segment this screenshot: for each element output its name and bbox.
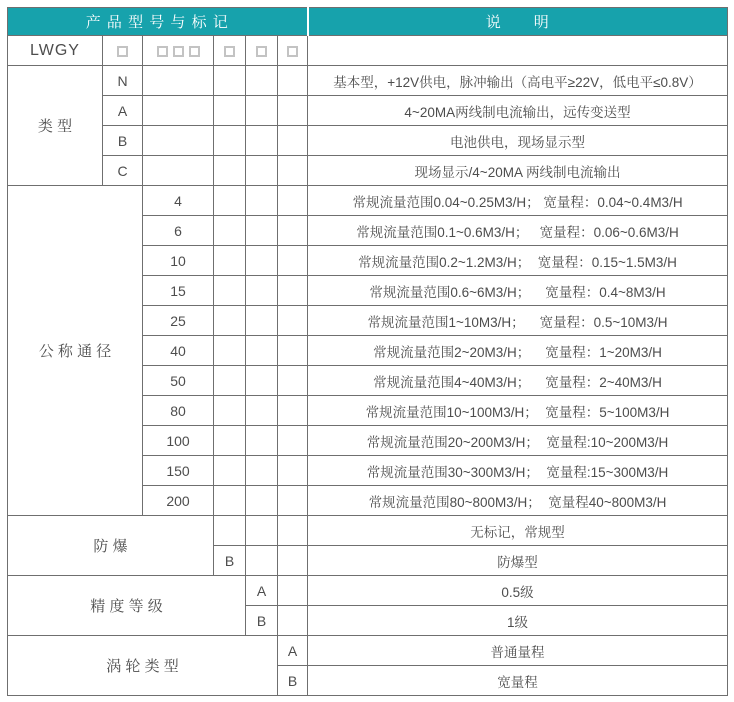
blank-box-icon: [256, 46, 267, 57]
accuracy-blank-cell: [246, 36, 278, 66]
table-row-type-c: [8, 156, 728, 186]
desc-cell: 常规流量范围80~800M3/H； 宽量程40~800M3/H: [308, 486, 728, 516]
empty-cell: [214, 306, 246, 336]
table-row-type-n: [8, 66, 728, 96]
table-row-turbine-a: [8, 636, 728, 666]
empty-cell: [278, 276, 308, 306]
empty-cell: [246, 186, 278, 216]
empty-cell: [214, 486, 246, 516]
section-label-diameter: 公 称 通 径: [8, 186, 143, 516]
desc-cell: 0.5级: [308, 576, 728, 606]
code-cell: 10: [143, 246, 214, 276]
empty-cell: [246, 306, 278, 336]
empty-cell: [246, 216, 278, 246]
empty-cell: [143, 156, 214, 186]
model-code-row: [8, 36, 728, 66]
table-row-type-a: [8, 96, 728, 126]
turbine-blank-cell: [278, 36, 308, 66]
empty-cell: [278, 96, 308, 126]
code-cell: N: [103, 66, 143, 96]
empty-cell: [278, 336, 308, 366]
empty-cell: [278, 366, 308, 396]
model-title-header: 产 品 型 号 与 标 记: [8, 8, 308, 36]
code-cell: B: [246, 606, 278, 636]
empty-cell: [278, 396, 308, 426]
empty-cell: [246, 366, 278, 396]
desc-cell: 常规流量范围0.2~1.2M3/H； 宽量程：0.15~1.5M3/H: [308, 246, 728, 276]
empty-cell: [143, 66, 214, 96]
empty-cell: [246, 126, 278, 156]
empty-cell: [278, 456, 308, 486]
empty-cell: [278, 156, 308, 186]
table-row-dn4: [8, 186, 728, 216]
empty-cell: [278, 516, 308, 546]
empty-cell: [278, 306, 308, 336]
empty-cell: [214, 156, 246, 186]
blank-box-icon: [224, 46, 235, 57]
code-cell: 80: [143, 396, 214, 426]
desc-cell: 基本型，+12V供电，脉冲输出（高电平≥22V，低电平≤0.8V）: [308, 66, 728, 96]
blank-box-icon: [287, 46, 298, 57]
table-row-type-b: [8, 126, 728, 156]
code-cell: 200: [143, 486, 214, 516]
empty-cell: [246, 516, 278, 546]
table-row-explosion-standard: [8, 516, 728, 546]
code-cell: B: [214, 546, 246, 576]
empty-cell: [214, 276, 246, 306]
empty-cell: [143, 126, 214, 156]
empty-cell: [214, 126, 246, 156]
empty-desc-cell: [308, 36, 728, 66]
desc-cell: 常规流量范围30~300M3/H； 宽量程:15~300M3/H: [308, 456, 728, 486]
code-cell: 6: [143, 216, 214, 246]
empty-cell: [278, 426, 308, 456]
section-label-type: 类 型: [8, 66, 103, 186]
code-cell: [214, 516, 246, 546]
section-label-accuracy: 精 度 等 级: [8, 576, 246, 636]
empty-cell: [278, 486, 308, 516]
code-cell: 25: [143, 306, 214, 336]
empty-cell: [246, 156, 278, 186]
code-cell: A: [103, 96, 143, 126]
empty-cell: [246, 96, 278, 126]
section-label-turbine: 涡 轮 类 型: [8, 636, 278, 696]
blank-box-icon: [117, 46, 128, 57]
empty-cell: [214, 366, 246, 396]
empty-cell: [214, 396, 246, 426]
empty-cell: [214, 246, 246, 276]
empty-cell: [214, 216, 246, 246]
code-cell: 100: [143, 426, 214, 456]
desc-cell: 常规流量范围10~100M3/H； 宽量程：5~100M3/H: [308, 396, 728, 426]
code-cell: 50: [143, 366, 214, 396]
empty-cell: [278, 546, 308, 576]
description-title-header: 说 明: [308, 8, 728, 36]
empty-cell: [214, 96, 246, 126]
desc-cell: 常规流量范围0.6~6M3/H； 宽量程：0.4~8M3/H: [308, 276, 728, 306]
table-header-row: [8, 8, 728, 36]
desc-cell: 常规流量范围4~40M3/H； 宽量程：2~40M3/H: [308, 366, 728, 396]
empty-cell: [143, 96, 214, 126]
blank-box-icon: [157, 46, 168, 57]
type-blank-cell: [103, 36, 143, 66]
desc-cell: 宽量程: [308, 666, 728, 696]
empty-cell: [246, 246, 278, 276]
empty-cell: [214, 186, 246, 216]
diameter-blank-cell: [143, 36, 214, 66]
explosion-blank-cell: [214, 36, 246, 66]
empty-cell: [246, 396, 278, 426]
desc-cell: 常规流量范围2~20M3/H； 宽量程：1~20M3/H: [308, 336, 728, 366]
empty-cell: [278, 126, 308, 156]
empty-cell: [278, 186, 308, 216]
desc-cell: 无标记，常规型: [308, 516, 728, 546]
desc-cell: 4~20MA两线制电流输出，远传变送型: [308, 96, 728, 126]
empty-cell: [246, 276, 278, 306]
blank-box-icon: [189, 46, 200, 57]
empty-cell: [246, 486, 278, 516]
blank-box-icon: [173, 46, 184, 57]
desc-cell: 常规流量范围1~10M3/H； 宽量程：0.5~10M3/H: [308, 306, 728, 336]
empty-cell: [246, 546, 278, 576]
desc-cell: 常规流量范围0.1~0.6M3/H； 宽量程：0.06~0.6M3/H: [308, 216, 728, 246]
empty-cell: [278, 66, 308, 96]
empty-cell: [214, 336, 246, 366]
desc-cell: 常规流量范围20~200M3/H； 宽量程:10~200M3/H: [308, 426, 728, 456]
empty-cell: [246, 66, 278, 96]
empty-cell: [246, 456, 278, 486]
empty-cell: [214, 426, 246, 456]
code-cell: C: [103, 156, 143, 186]
code-cell: 4: [143, 186, 214, 216]
desc-cell: 1级: [308, 606, 728, 636]
empty-cell: [278, 216, 308, 246]
empty-cell: [214, 456, 246, 486]
section-label-explosion: 防 爆: [8, 516, 214, 576]
empty-cell: [278, 576, 308, 606]
desc-cell: 常规流量范围0.04~0.25M3/H； 宽量程：0.04~0.4M3/H: [308, 186, 728, 216]
code-cell: B: [278, 666, 308, 696]
empty-cell: [278, 246, 308, 276]
code-cell: 150: [143, 456, 214, 486]
desc-cell: 电池供电，现场显示型: [308, 126, 728, 156]
model-name: LWGY: [8, 36, 103, 66]
empty-cell: [214, 66, 246, 96]
desc-cell: 防爆型: [308, 546, 728, 576]
empty-cell: [278, 606, 308, 636]
product-model-table: [7, 7, 728, 696]
table-row-accuracy-a: [8, 576, 728, 606]
code-cell: B: [103, 126, 143, 156]
empty-cell: [246, 336, 278, 366]
desc-cell: 普通量程: [308, 636, 728, 666]
code-cell: A: [246, 576, 278, 606]
code-cell: 15: [143, 276, 214, 306]
code-cell: 40: [143, 336, 214, 366]
code-cell: A: [278, 636, 308, 666]
desc-cell: 现场显示/4~20MA 两线制电流输出: [308, 156, 728, 186]
empty-cell: [246, 426, 278, 456]
